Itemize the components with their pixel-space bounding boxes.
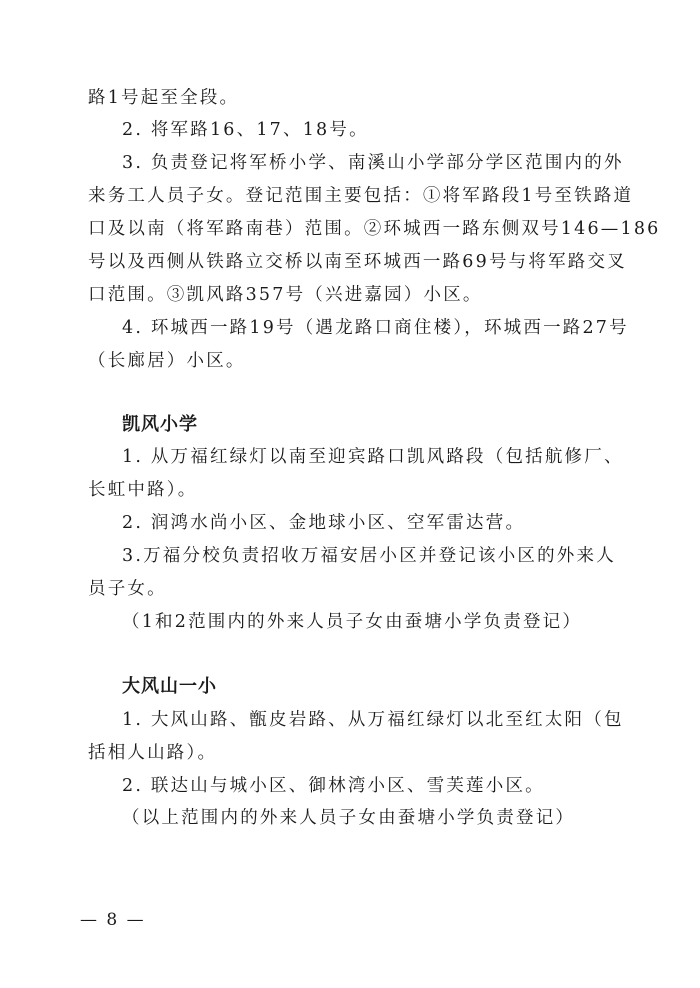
paragraph-line: 口及以南（将军路南巷）范围。②环城西一路东侧双号146—186 bbox=[88, 219, 661, 239]
note-line: （以上范围内的外来人员子女由蚕塘小学负责登记） bbox=[122, 808, 576, 828]
paragraph-line: 括相人山路）。 bbox=[88, 743, 218, 763]
paragraph-line: 4. 环城西一路19号（遇龙路口商住楼），环城西一路27号 bbox=[122, 318, 629, 338]
page-number: — 8 — bbox=[80, 910, 146, 930]
paragraph-line: 3. 负责登记将军桥小学、南溪山小学部分学区范围内的外 bbox=[122, 153, 624, 173]
paragraph-line: 号以及西侧从铁路立交桥以南至环城西一路69号与将军路交叉 bbox=[88, 252, 627, 272]
note-line: （1和2范围内的外来人员子女由蚕塘小学负责登记） bbox=[122, 612, 583, 632]
paragraph-line: 口范围。③凯风路357号（兴进嘉园）小区。 bbox=[88, 285, 483, 305]
paragraph-line: 来务工人员子女。登记范围主要包括：①将军路段1号至铁路道 bbox=[88, 186, 634, 206]
paragraph-line: 2. 润鸿水尚小区、金地球小区、空军雷达营。 bbox=[122, 513, 526, 533]
paragraph-line: 员子女。 bbox=[88, 579, 167, 599]
paragraph-line: （长廊居）小区。 bbox=[88, 351, 246, 371]
paragraph-line: 2. 将军路16、17、18号。 bbox=[122, 120, 369, 140]
paragraph-line: 2. 联达山与城小区、御林湾小区、雪芙莲小区。 bbox=[122, 776, 545, 796]
paragraph-line: 3.万福分校负责招收万福安居小区并登记该小区的外来人 bbox=[122, 546, 616, 566]
section-heading-dafengshan: 大风山一小 bbox=[122, 676, 217, 697]
paragraph-line: 路1号起至全段。 bbox=[88, 88, 240, 108]
paragraph-line: 长虹中路）。 bbox=[88, 480, 198, 500]
section-heading-kaifeng: 凯风小学 bbox=[122, 414, 198, 435]
paragraph-line: 1. 从万福红绿灯以南至迎宾路口凯风路段（包括航修厂、 bbox=[122, 447, 624, 467]
paragraph-line: 1. 大风山路、甑皮岩路、从万福红绿灯以北至红太阳（包 bbox=[122, 710, 624, 730]
